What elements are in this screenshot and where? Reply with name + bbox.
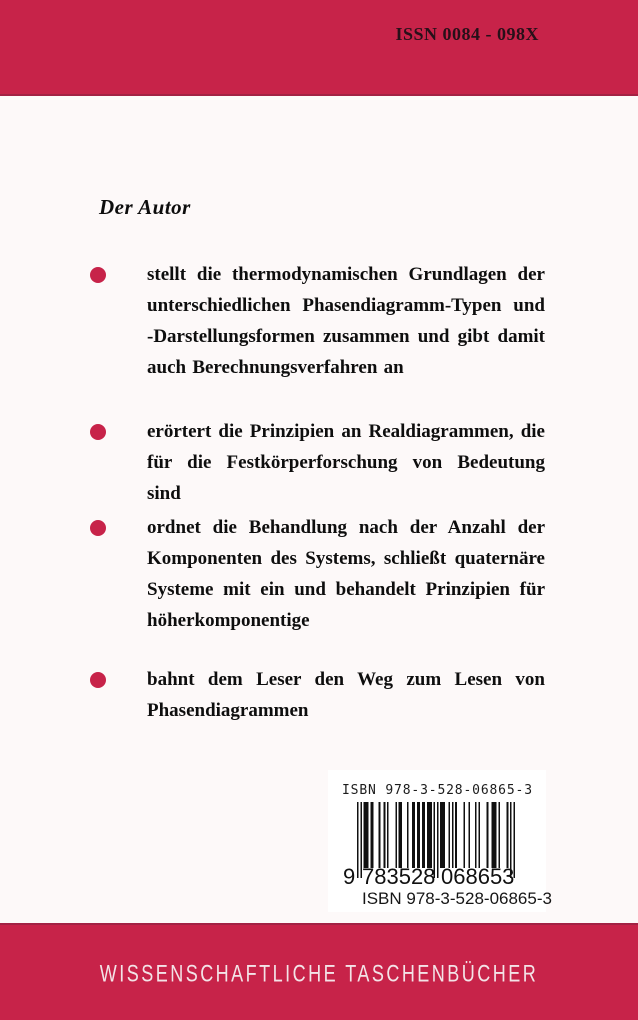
top-band	[0, 0, 638, 96]
bullet-item	[147, 512, 545, 636]
bullet-text: stellt die thermodynamischen Grundlagen der unterschiedlichen Phasendiagramm-Typen und -Darstellungsformen zusammen und gibt damit auch Berechnungsverfahren an	[147, 264, 545, 378]
bullet-dot-icon	[90, 424, 106, 440]
bullet-text: erörtert die Prinzipien an Realdiagrammen, die für die Festkörperforschung von Bedeutung sind	[147, 421, 545, 504]
barcode-digits-right: 068653	[441, 864, 515, 889]
bullet-dot-icon	[90, 520, 106, 536]
bullet-item	[147, 259, 545, 383]
isbn-plain-label: ISBN 978-3-528-06865-3	[362, 889, 552, 908]
bullet-item	[147, 664, 545, 726]
bullet-text: ordnet die Behandlung nach der Anzahl der Komponenten des Systems, schließt quaternäre Systeme mit ein und behandelt Prinzipien für höherkomponentige	[147, 517, 545, 631]
bullet-dot-icon	[90, 267, 106, 283]
author-heading: Der Autor	[99, 195, 191, 219]
bottom-band	[0, 923, 638, 1020]
barcode-digits-left: 783528	[362, 864, 436, 889]
barcode-digit-first: 9	[343, 864, 356, 889]
issn-label: ISSN 0084 - 098X	[395, 24, 539, 44]
series-title: WISSENSCHAFTLICHE TASCHENBÜCHER	[99, 959, 539, 988]
bullet-dot-icon	[90, 672, 106, 688]
bullet-item	[147, 416, 545, 509]
bullet-text: bahnt dem Leser den Weg zum Lesen von Phasendiagrammen	[147, 669, 545, 721]
isbn-ocr-label: ISBN 978-3-528-06865-3	[342, 783, 533, 798]
